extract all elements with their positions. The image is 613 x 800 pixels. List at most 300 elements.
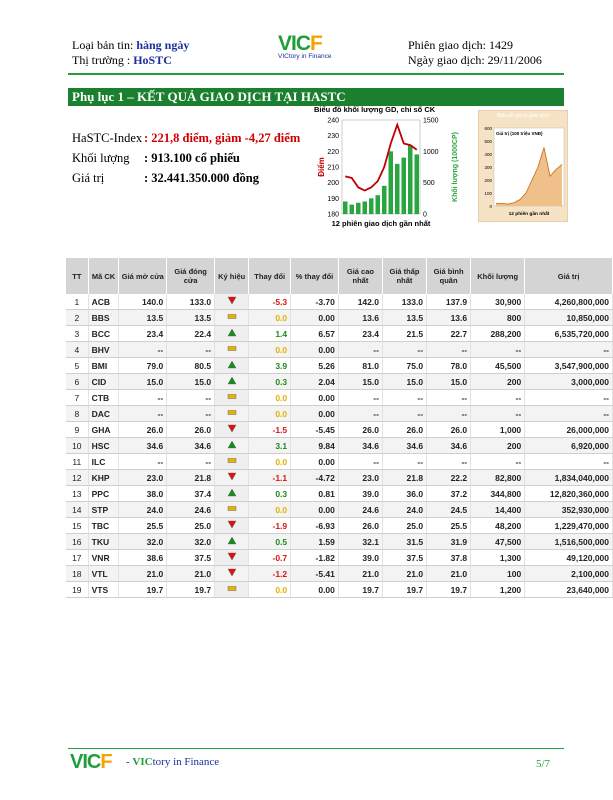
trend-glyph [227, 472, 237, 481]
table-cell: 31.9 [427, 534, 471, 550]
table-cell: 80.5 [167, 358, 215, 374]
chart1-volume-bar [369, 198, 374, 214]
table-row [66, 470, 613, 486]
trading-results-table [66, 258, 613, 598]
table-cell: 6.57 [291, 326, 339, 342]
stock-code: BCC [88, 326, 119, 342]
table-cell: 10,850,000 [525, 310, 613, 326]
table-cell: -- [525, 454, 613, 470]
table-cell: 140.0 [119, 294, 167, 310]
table-cell: 24.0 [382, 502, 426, 518]
row-number: 13 [66, 486, 88, 502]
table-row [66, 566, 613, 582]
row-number: 11 [66, 454, 88, 470]
trend-up-icon [215, 374, 249, 390]
table-row [66, 486, 613, 502]
trend-glyph [227, 584, 237, 593]
row-number: 18 [66, 566, 88, 582]
market-label: Thị trường : [72, 53, 131, 67]
table-cell: -- [167, 454, 215, 470]
table-cell: 0.00 [291, 310, 339, 326]
table-cell: 32.0 [167, 534, 215, 550]
value-value: : 32.441.350.000 đồng [144, 171, 259, 185]
table-cell: 34.6 [338, 438, 382, 454]
table-cell: 1,834,040,000 [525, 470, 613, 486]
table-cell: 49,120,000 [525, 550, 613, 566]
trend-glyph [227, 504, 237, 513]
row-number: 8 [66, 406, 88, 422]
row-number: 7 [66, 390, 88, 406]
table-cell: 21.0 [382, 566, 426, 582]
trend-up-icon [215, 438, 249, 454]
table-cell: -- [382, 342, 426, 358]
table-header-cell: % thay đổi [291, 258, 339, 294]
volume-label: Khối lượng [72, 151, 130, 165]
trend-glyph [227, 456, 237, 465]
table-row [66, 534, 613, 550]
table-cell: 38.0 [119, 486, 167, 502]
chart1-volume-bar [402, 158, 407, 214]
table-cell: 1,200 [471, 582, 525, 598]
down-triangle [228, 569, 236, 576]
flat-bar [228, 459, 236, 463]
volume-value: : 913.100 cổ phiếu [144, 151, 240, 165]
table-cell: 1,000 [471, 422, 525, 438]
table-cell: 26.0 [382, 422, 426, 438]
table-cell: 37.2 [427, 486, 471, 502]
chart1-volume-bar [356, 203, 361, 214]
stock-code: TKU [88, 534, 119, 550]
stock-code: KHP [88, 470, 119, 486]
logo-tagline: VICtory in Finance [278, 53, 332, 60]
stock-code: STP [88, 502, 119, 518]
trend-glyph [227, 520, 237, 529]
table-cell: 288,200 [471, 326, 525, 342]
table-row [66, 310, 613, 326]
table-cell: 133.0 [382, 294, 426, 310]
chart1-y2tick: 1000 [423, 148, 439, 156]
trend-glyph [227, 488, 237, 497]
table-cell: -- [119, 406, 167, 422]
table-cell: 19.7 [167, 582, 215, 598]
row-number: 5 [66, 358, 88, 374]
table-cell: -- [427, 390, 471, 406]
table-header-cell: Giá bình quân [427, 258, 471, 294]
chart2-ytick: 400 [484, 151, 492, 157]
stock-code: VNR [88, 550, 119, 566]
table-cell: 23,640,000 [525, 582, 613, 598]
table-cell: 37.8 [427, 550, 471, 566]
stock-code: CID [88, 374, 119, 390]
trend-glyph [227, 440, 237, 449]
trend-up-icon [215, 534, 249, 550]
table-cell: 19.7 [382, 582, 426, 598]
table-cell: 19.7 [338, 582, 382, 598]
trend-flat-icon [215, 310, 249, 326]
table-cell: -5.45 [291, 422, 339, 438]
index-label: HaSTC-Index [72, 131, 143, 145]
table-cell: 37.5 [382, 550, 426, 566]
table-cell: -- [167, 390, 215, 406]
table-cell: -- [471, 342, 525, 358]
table-cell: -- [471, 390, 525, 406]
price-change: -1.1 [249, 470, 291, 486]
trend-glyph [227, 328, 237, 337]
table-row [66, 294, 613, 310]
stock-code: BMI [88, 358, 119, 374]
table-row [66, 358, 613, 374]
table-row [66, 342, 613, 358]
trend-up-icon [215, 326, 249, 342]
chart1-volume-bar [382, 186, 387, 214]
header-rule [68, 73, 564, 75]
down-triangle [228, 425, 236, 432]
table-cell: -- [167, 406, 215, 422]
table-cell: -- [525, 406, 613, 422]
table-cell: 13.5 [382, 310, 426, 326]
table-cell: 25.0 [167, 518, 215, 534]
price-change: 0.0 [249, 310, 291, 326]
bulletin-type-label: Loại bản tin: [72, 38, 134, 52]
table-cell: 36.0 [382, 486, 426, 502]
footer-tagline [126, 756, 219, 768]
table-cell: 26.0 [119, 422, 167, 438]
row-number: 3 [66, 326, 88, 342]
table-cell: 47,500 [471, 534, 525, 550]
price-change: -1.5 [249, 422, 291, 438]
table-header-cell: Thay đổi [249, 258, 291, 294]
table-cell: -- [427, 454, 471, 470]
price-change: -1.2 [249, 566, 291, 582]
table-cell: 1,516,500,000 [525, 534, 613, 550]
trend-flat-icon [215, 390, 249, 406]
flat-bar [228, 347, 236, 351]
table-row [66, 502, 613, 518]
table-cell: 21.0 [119, 566, 167, 582]
table-cell: 0.00 [291, 390, 339, 406]
table-header-cell: Giá mở cửa [119, 258, 167, 294]
table-cell: 24.0 [119, 502, 167, 518]
table-cell: 24.5 [427, 502, 471, 518]
table-cell: 22.7 [427, 326, 471, 342]
chart2-ytick: 100 [484, 190, 492, 196]
table-cell: 34.6 [382, 438, 426, 454]
trend-glyph [227, 568, 237, 577]
table-cell: 23.4 [119, 326, 167, 342]
table-cell: 2.04 [291, 374, 339, 390]
trend-down-icon [215, 566, 249, 582]
chart1-ytick: 180 [327, 211, 339, 219]
stock-code: ACB [88, 294, 119, 310]
table-cell: 25.0 [382, 518, 426, 534]
table-cell: 21.5 [382, 326, 426, 342]
flat-bar [228, 395, 236, 399]
table-cell: 2,100,000 [525, 566, 613, 582]
table-cell: 48,200 [471, 518, 525, 534]
table-cell: 15.0 [167, 374, 215, 390]
table-cell: -- [525, 342, 613, 358]
table-cell: -3.70 [291, 294, 339, 310]
chart1-ytick: 230 [327, 133, 339, 141]
table-cell: 0.81 [291, 486, 339, 502]
table-header-cell: Giá cao nhất [338, 258, 382, 294]
table-cell: 0.00 [291, 502, 339, 518]
table-cell: -- [427, 342, 471, 358]
row-number: 9 [66, 422, 88, 438]
trade-date-value: 29/11/2006 [487, 53, 542, 67]
chart2-ytick: 200 [484, 177, 492, 183]
table-row [66, 454, 613, 470]
table-cell: 26,000,000 [525, 422, 613, 438]
row-number: 2 [66, 310, 88, 326]
table-cell: 39.0 [338, 486, 382, 502]
trend-down-icon [215, 550, 249, 566]
footer-rule [68, 748, 564, 749]
table-cell: 22.4 [167, 326, 215, 342]
table-cell: 9.84 [291, 438, 339, 454]
table-row [66, 406, 613, 422]
price-change: 1.4 [249, 326, 291, 342]
stock-code: CTB [88, 390, 119, 406]
chart1-ytick: 240 [327, 117, 339, 125]
price-change: 0.0 [249, 342, 291, 358]
table-header-cell: TT [66, 258, 88, 294]
stock-code: VTL [88, 566, 119, 582]
table-cell: -- [382, 454, 426, 470]
table-header-cell: Giá trị [525, 258, 613, 294]
up-triangle [228, 441, 236, 448]
price-change: 0.0 [249, 454, 291, 470]
trend-down-icon [215, 518, 249, 534]
table-cell: -6.93 [291, 518, 339, 534]
price-change: 0.0 [249, 406, 291, 422]
footer-logo-vic: VIC [70, 751, 101, 773]
table-cell: 12,820,360,000 [525, 486, 613, 502]
table-cell: 23.0 [119, 470, 167, 486]
table-cell: -- [338, 390, 382, 406]
price-change: 0.0 [249, 390, 291, 406]
trend-up-icon [215, 358, 249, 374]
chart1-y2label: Khối lượng (1000CP) [452, 132, 459, 202]
row-number: 12 [66, 470, 88, 486]
table-cell: 0.00 [291, 342, 339, 358]
row-number: 17 [66, 550, 88, 566]
table-cell: 31.5 [382, 534, 426, 550]
stock-code: GHA [88, 422, 119, 438]
down-triangle [228, 521, 236, 528]
trend-glyph [227, 376, 237, 385]
footer-dash: - [126, 756, 133, 768]
down-triangle [228, 473, 236, 480]
chart1-volume-bar [376, 195, 381, 214]
table-cell: 26.0 [427, 422, 471, 438]
chart2-ytick: 0 [489, 203, 492, 209]
table-cell: -- [471, 454, 525, 470]
table-cell: 79.0 [119, 358, 167, 374]
volume-index-chart [312, 104, 470, 232]
session-label: Phiên giao dịch: [408, 38, 486, 52]
trend-flat-icon [215, 406, 249, 422]
table-row [66, 550, 613, 566]
table-cell: 24.6 [338, 502, 382, 518]
stock-code: BHV [88, 342, 119, 358]
trend-down-icon [215, 470, 249, 486]
row-number: 6 [66, 374, 88, 390]
stock-code: BBS [88, 310, 119, 326]
trend-up-icon [215, 486, 249, 502]
row-number: 1 [66, 294, 88, 310]
trend-flat-icon [215, 342, 249, 358]
table-cell: 13.5 [167, 310, 215, 326]
chart1-volume-bar [408, 145, 413, 214]
table-cell: -- [119, 454, 167, 470]
table-cell: 1,229,470,000 [525, 518, 613, 534]
price-change: 3.9 [249, 358, 291, 374]
table-cell: -- [338, 342, 382, 358]
table-header-cell: Mã CK [88, 258, 119, 294]
stock-code: DAC [88, 406, 119, 422]
chart2-ytick: 300 [484, 164, 492, 170]
table-row [66, 390, 613, 406]
table-cell: 19.7 [119, 582, 167, 598]
chart1-y2tick: 500 [423, 180, 435, 188]
table-cell: 23.0 [338, 470, 382, 486]
table-cell: 26.0 [338, 422, 382, 438]
table-cell: 13.6 [427, 310, 471, 326]
session-value: 1429 [489, 38, 513, 52]
row-number: 15 [66, 518, 88, 534]
table-cell: 15.0 [338, 374, 382, 390]
table-cell: 200 [471, 438, 525, 454]
table-header-cell: Giá đóng cửa [167, 258, 215, 294]
trade-value-chart [478, 110, 568, 222]
stock-code: TBC [88, 518, 119, 534]
price-change: 0.0 [249, 582, 291, 598]
chart2-ytick: 500 [484, 138, 492, 144]
table-cell: 0.00 [291, 582, 339, 598]
table-cell: -- [119, 390, 167, 406]
row-number: 4 [66, 342, 88, 358]
section-title: Phụ lục 1 – KẾT QUẢ GIAO DỊCH TẠI HASTC [72, 89, 346, 104]
trend-glyph [227, 552, 237, 561]
stock-code: ILC [88, 454, 119, 470]
value-label: Giá trị [72, 171, 105, 185]
chart2-title: Biểu đồ giá trị giao dịch [497, 113, 549, 119]
chart1-volume-bar [363, 201, 368, 214]
trend-glyph [227, 344, 237, 353]
table-cell: 133.0 [167, 294, 215, 310]
footer-tag-rest: tory in Finance [152, 756, 220, 768]
table-cell: 21.0 [427, 566, 471, 582]
table-cell: 3,547,900,000 [525, 358, 613, 374]
table-cell: 1,300 [471, 550, 525, 566]
table-cell: 3,000,000 [525, 374, 613, 390]
footer-tag-vic: VIC [132, 756, 153, 768]
up-triangle [228, 329, 236, 336]
price-change: -5.3 [249, 294, 291, 310]
table-cell: -4.72 [291, 470, 339, 486]
table-cell: 22.2 [427, 470, 471, 486]
table-cell: 100 [471, 566, 525, 582]
table-header-row [66, 258, 613, 294]
chart2-subtitle: Giá trị (100 triệu VNĐ) [496, 131, 543, 136]
table-cell: -- [338, 454, 382, 470]
trend-glyph [227, 424, 237, 433]
table-cell: -- [382, 406, 426, 422]
market-summary [72, 128, 300, 188]
table-cell: 21.0 [338, 566, 382, 582]
table-cell: 32.0 [119, 534, 167, 550]
trend-down-icon [215, 422, 249, 438]
table-header-cell: Khối lượng [471, 258, 525, 294]
table-header-cell: Ký hiệu [215, 258, 249, 294]
flat-bar [228, 315, 236, 319]
table-cell: 1.59 [291, 534, 339, 550]
trend-down-icon [215, 294, 249, 310]
table-cell: 15.0 [382, 374, 426, 390]
price-change: 0.0 [249, 502, 291, 518]
table-cell: -- [525, 390, 613, 406]
up-triangle [228, 361, 236, 368]
footer-logo-f: F [100, 751, 112, 773]
table-cell: -5.41 [291, 566, 339, 582]
table-cell: 25.5 [119, 518, 167, 534]
price-change: 3.1 [249, 438, 291, 454]
row-number: 14 [66, 502, 88, 518]
table-cell: 142.0 [338, 294, 382, 310]
table-cell: 4,260,800,000 [525, 294, 613, 310]
table-cell: 30,900 [471, 294, 525, 310]
table-cell: 13.5 [119, 310, 167, 326]
table-cell: 200 [471, 374, 525, 390]
vicf-logo [278, 32, 348, 70]
chart1-volume-bar [343, 201, 348, 214]
table-cell: 34.6 [167, 438, 215, 454]
logo-text-f: F [310, 32, 322, 55]
bulletin-info [72, 38, 189, 68]
trend-glyph [227, 392, 237, 401]
table-cell: 14,400 [471, 502, 525, 518]
table-row [66, 326, 613, 342]
table-cell: -1.82 [291, 550, 339, 566]
table-row [66, 422, 613, 438]
table-cell: 5.26 [291, 358, 339, 374]
table-cell: 37.4 [167, 486, 215, 502]
table-cell: 78.0 [427, 358, 471, 374]
table-row [66, 582, 613, 598]
chart1-volume-bar [389, 151, 394, 214]
table-cell: 6,535,720,000 [525, 326, 613, 342]
row-number: 10 [66, 438, 88, 454]
price-change: 0.5 [249, 534, 291, 550]
flat-bar [228, 411, 236, 415]
table-cell: 75.0 [382, 358, 426, 374]
trend-flat-icon [215, 582, 249, 598]
table-cell: -- [382, 390, 426, 406]
trend-glyph [227, 312, 237, 321]
flat-bar [228, 507, 236, 511]
trend-glyph [227, 536, 237, 545]
chart1-ytick: 190 [327, 195, 339, 203]
row-number: 16 [66, 534, 88, 550]
trade-date-label: Ngày giao dịch: [408, 53, 485, 67]
table-cell: 344,800 [471, 486, 525, 502]
table-cell: 26.0 [338, 518, 382, 534]
market-value: HoSTC [133, 53, 172, 67]
stock-code: HSC [88, 438, 119, 454]
table-row [66, 374, 613, 390]
price-change: -1.9 [249, 518, 291, 534]
